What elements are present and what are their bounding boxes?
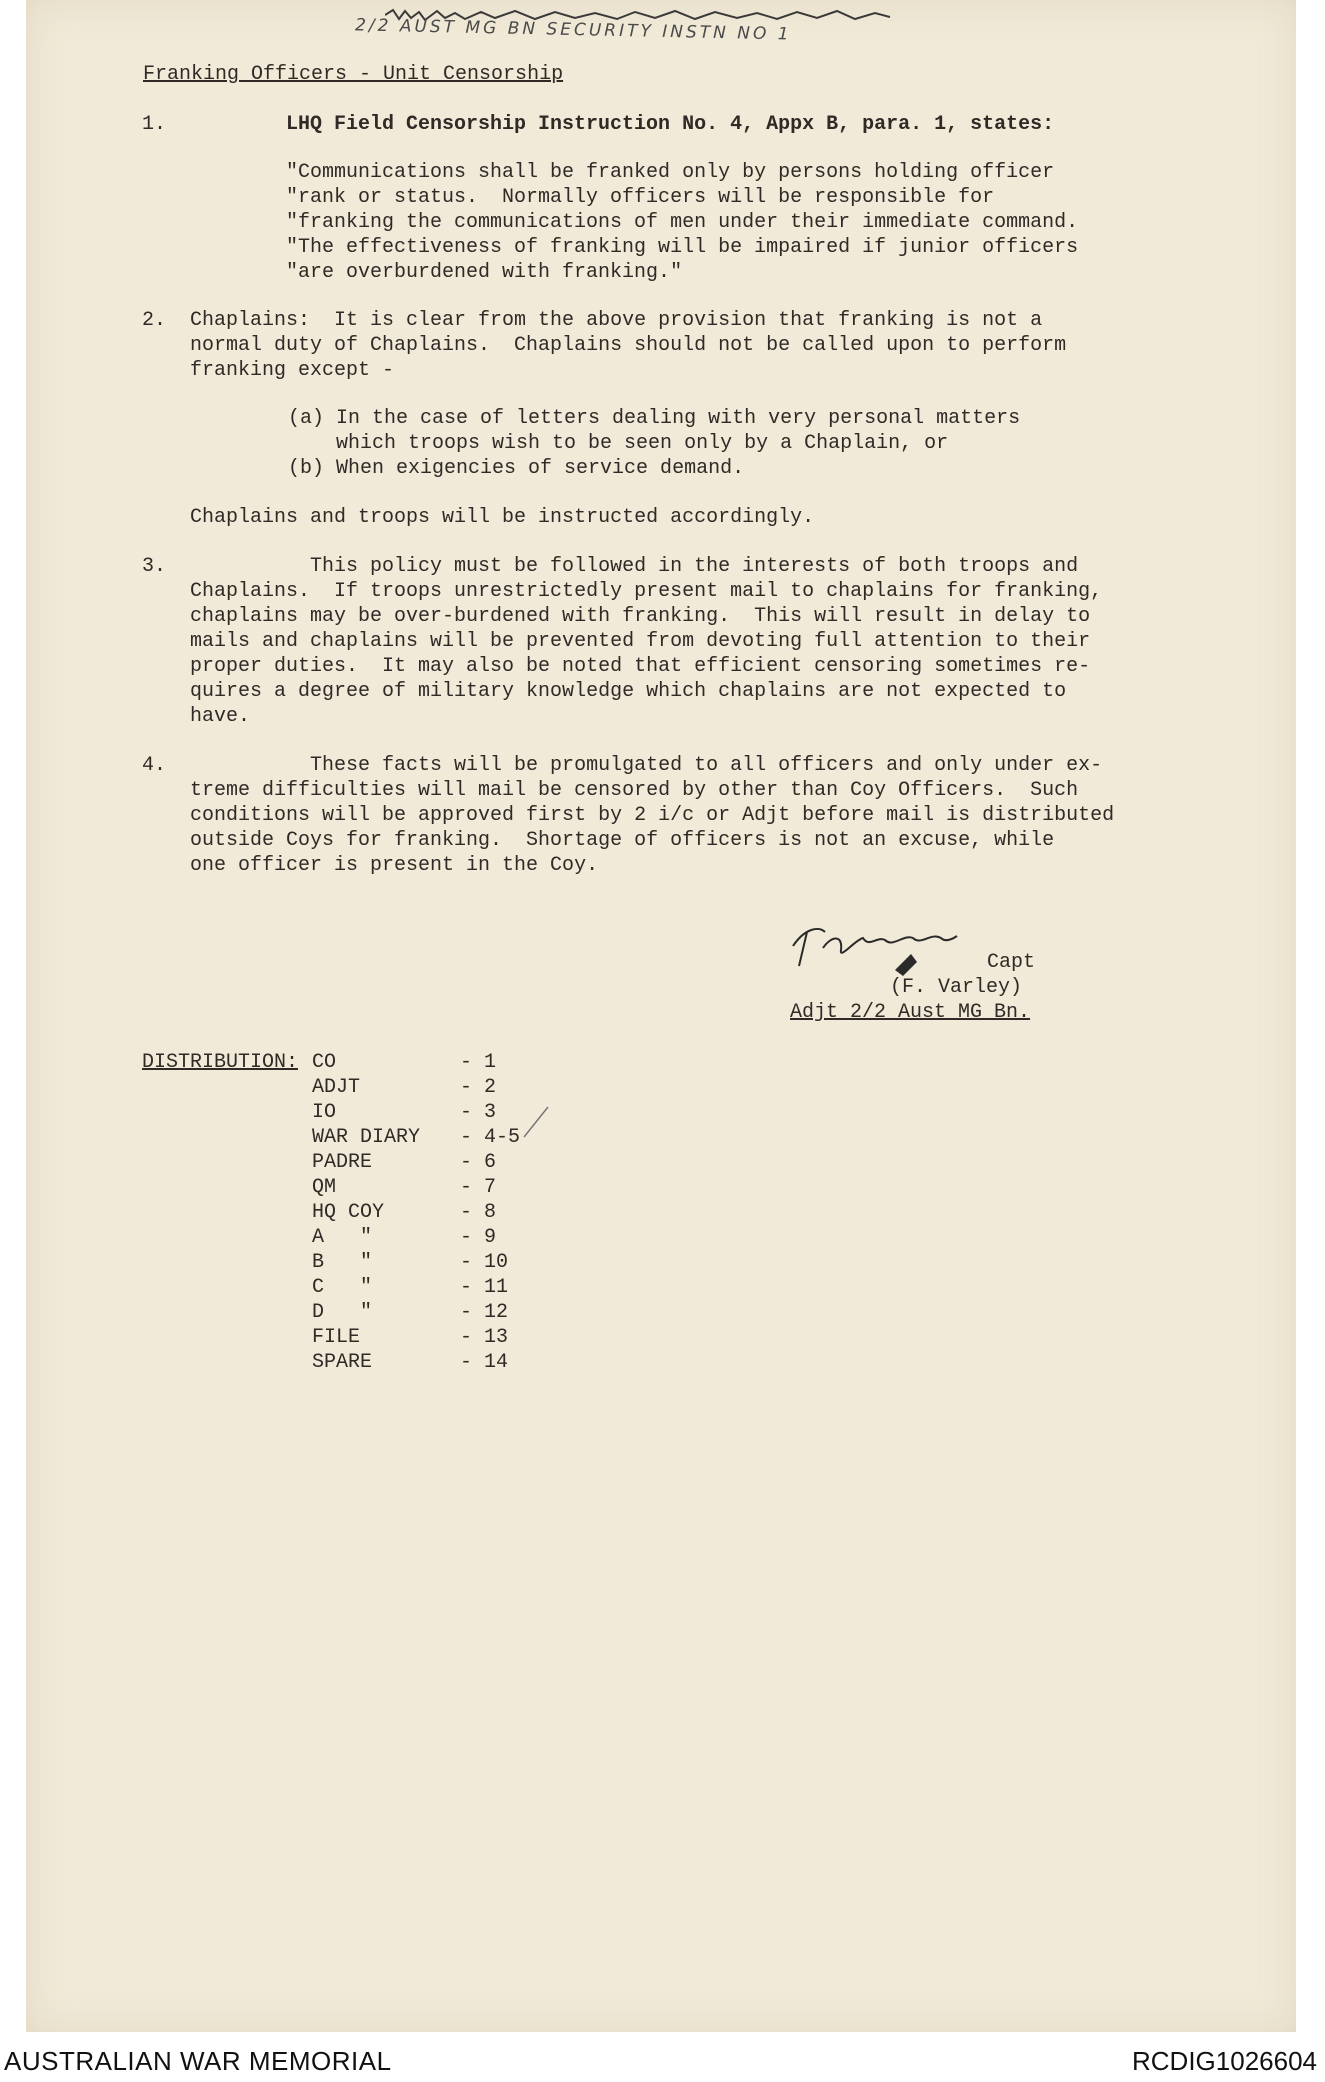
- distribution-row: C " - 11: [312, 1276, 509, 1299]
- signature-rank: Capt: [987, 951, 1036, 974]
- distribution-row: ADJT - 2: [312, 1076, 497, 1099]
- document-title: Franking Officers - Unit Censorship: [143, 63, 564, 86]
- distribution-row: B " - 10: [312, 1251, 509, 1274]
- distribution-row: PADRE - 6: [312, 1151, 497, 1174]
- footer-reference-id: RCDIG1026604: [1132, 2046, 1317, 2076]
- distribution-row: CO - 1: [312, 1051, 497, 1074]
- pencil-tick-mark: [522, 1103, 552, 1143]
- para3-number: 3.: [142, 555, 167, 578]
- footer-institution: AUSTRALIAN WAR MEMORIAL: [4, 2046, 392, 2076]
- distribution-label: DISTRIBUTION:: [142, 1051, 299, 1074]
- para2-text: Chaplains: It is clear from the above provision that franking is not a normal duty of Chaplains. Chaplains should not be called upon to perform franking except -: [190, 309, 1067, 382]
- para2-item-a: (a) In the case of letters dealing with very personal matters which troops wish to be seen only by a Chaplain, or: [288, 407, 1021, 455]
- signature-name: (F. Varley): [890, 976, 1023, 999]
- handwritten-signature: [785, 918, 985, 978]
- distribution-row: WAR DIARY - 4-5: [312, 1126, 521, 1149]
- distribution-row: IO - 3: [312, 1101, 497, 1124]
- handwritten-reference: 2/2 AUST MG BN SECURITY INSTN NO 1: [354, 15, 792, 45]
- distribution-row: HQ COY - 8: [312, 1201, 497, 1224]
- para3-text: This policy must be followed in the interests of both troops and Chaplains. If troops unrestrictedly present mail to chaplains for franking, chaplains may be over-burdened with franking. This will result in delay to mails and chaplains will be prevented from devoting full attention to their proper duties. It may also be noted that efficient censoring sometimes re- quires a degree of military knowledge which chaplains are not expected to have.: [190, 555, 1103, 728]
- distribution-row: D " - 12: [312, 1301, 509, 1324]
- para2-closing: Chaplains and troops will be instructed accordingly.: [190, 506, 815, 529]
- distribution-row: QM - 7: [312, 1176, 497, 1199]
- distribution-row: FILE - 13: [312, 1326, 509, 1349]
- para1-quote: "Communications shall be franked only by persons holding officer "rank or status. Normally officers will be responsible for "franking the communications of men under their immediate command. "The effectiveness of franking will be impaired if junior officers "are overburdened with franking.": [286, 161, 1079, 284]
- para1-heading: LHQ Field Censorship Instruction No. 4, Appx B, para. 1, states:: [286, 113, 1055, 136]
- para1-number: 1.: [142, 113, 167, 136]
- distribution-row: A " - 9: [312, 1226, 497, 1249]
- para2-number: 2.: [142, 309, 167, 332]
- para4-text: These facts will be promulgated to all officers and only under ex- treme difficulties will mail be censored by other than Coy Officers. Such conditions will be approved first by 2 i/c or Adjt before mail is distributed outside Coys for franking. Shortage of officers is not an excuse, while one officer is present in the Coy.: [190, 754, 1115, 877]
- para4-number: 4.: [142, 754, 167, 777]
- document-page: [26, 0, 1296, 2032]
- para2-item-b: (b) When exigencies of service demand.: [288, 457, 745, 480]
- signature-appointment: Adjt 2/2 Aust MG Bn.: [790, 1001, 1031, 1024]
- distribution-row: SPARE - 14: [312, 1351, 509, 1374]
